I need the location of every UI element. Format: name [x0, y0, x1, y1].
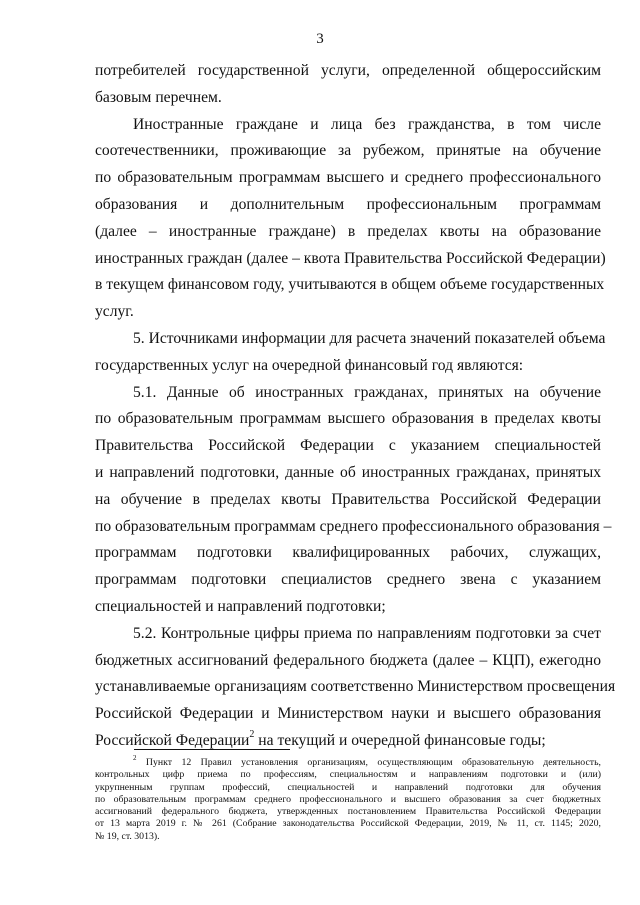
footnote-line: № 19, ст. 3013). — [95, 830, 160, 842]
text-line: образования и дополнительным профессиональным программам — [95, 195, 601, 213]
footnote-line — [95, 753, 601, 769]
footnote-line: ассигнований федерального бюджета, утвержденных постановлением Правительства Российской Федерации — [95, 806, 601, 818]
text-line: по образовательным программам высшего и среднего профессионального — [95, 169, 601, 187]
text-line: и направлений подготовки, данные об иностранных гражданах, принятых — [95, 463, 601, 481]
footnote — [95, 753, 601, 843]
text-line-text: Российской Федерации — [95, 731, 250, 749]
footnote-marker: 2 — [133, 753, 137, 762]
text-line: Российской Федерации и Министерством науки и высшего образования — [95, 705, 601, 723]
footnote-line: по образовательным программам среднего профессионального и высшего образования за счет бюджетных — [95, 793, 601, 805]
text-line — [95, 728, 601, 755]
text-line: иностранных граждан (далее – квота Правительства Российской Федерации) — [95, 249, 606, 267]
text-line: на обучение в пределах квоты Правительства Российской Федерации — [95, 490, 601, 508]
footnote-line: от 13 марта 2019 г. № 261 (Собрание законодательства Российской Федерации, 2019, № 11, ст. 1145; 2020, — [95, 818, 601, 830]
text-line: потребителей государственной услуги, определенной общероссийским — [95, 62, 601, 79]
text-line: специальностей и направлений подготовки; — [95, 597, 386, 615]
text-line: (далее – иностранные граждане) в пределах квоты на образование — [95, 222, 601, 240]
page-number: 3 — [316, 31, 324, 47]
text-line: устанавливаемые организациям соответственно Министерством просвещения — [95, 678, 616, 696]
text-line: 5.2. Контрольные цифры приема по направлениям подготовки за счет — [133, 624, 601, 642]
text-line: 5. Источниками информации для расчета значений показателей объема — [133, 329, 606, 347]
footnote-line-text: Пункт 12 Правил установления организациям, осуществляющим образовательную деятельность, — [136, 757, 601, 768]
text-line: бюджетных ассигнований федерального бюджета (далее – КЦП), ежегодно — [95, 651, 601, 669]
text-line: по образовательным программам среднего профессионального образования – — [95, 517, 612, 535]
text-line: программам подготовки специалистов среднего звена с указанием — [95, 571, 601, 589]
text-line-text: на текущий и очередной финансовые годы; — [254, 731, 546, 749]
text-line: услуг. — [95, 303, 134, 321]
text-line: базовым перечнем. — [95, 88, 222, 106]
footnote-separator — [134, 749, 290, 750]
footnote-reference: 2 — [249, 728, 255, 740]
footnote-line: укрупненным группам профессий, специальностей и направлений подготовки для обучения — [95, 781, 601, 793]
text-line: в текущем финансовом году, учитываются в общем объеме государственных — [95, 276, 605, 294]
text-line: Правительства Российской Федерации с указанием специальностей — [95, 437, 601, 455]
text-line: соотечественники, проживающие за рубежом, принятые на обучение — [95, 142, 601, 160]
footnote-line: контрольных цифр приема по профессиям, специальностям и направлениям подготовки и (или) — [95, 769, 601, 781]
text-line: программам подготовки квалифицированных рабочих, служащих, — [95, 544, 601, 562]
body-text — [95, 58, 616, 755]
text-line: Иностранные граждане и лица без гражданства, в том числе — [133, 115, 601, 133]
text-line: государственных услуг на очередной финансовый год являются: — [95, 356, 524, 374]
text-line: 5.1. Данные об иностранных гражданах, принятых на обучение — [133, 383, 601, 401]
text-line: по образовательным программам высшего образования в пределах квоты — [95, 410, 601, 428]
